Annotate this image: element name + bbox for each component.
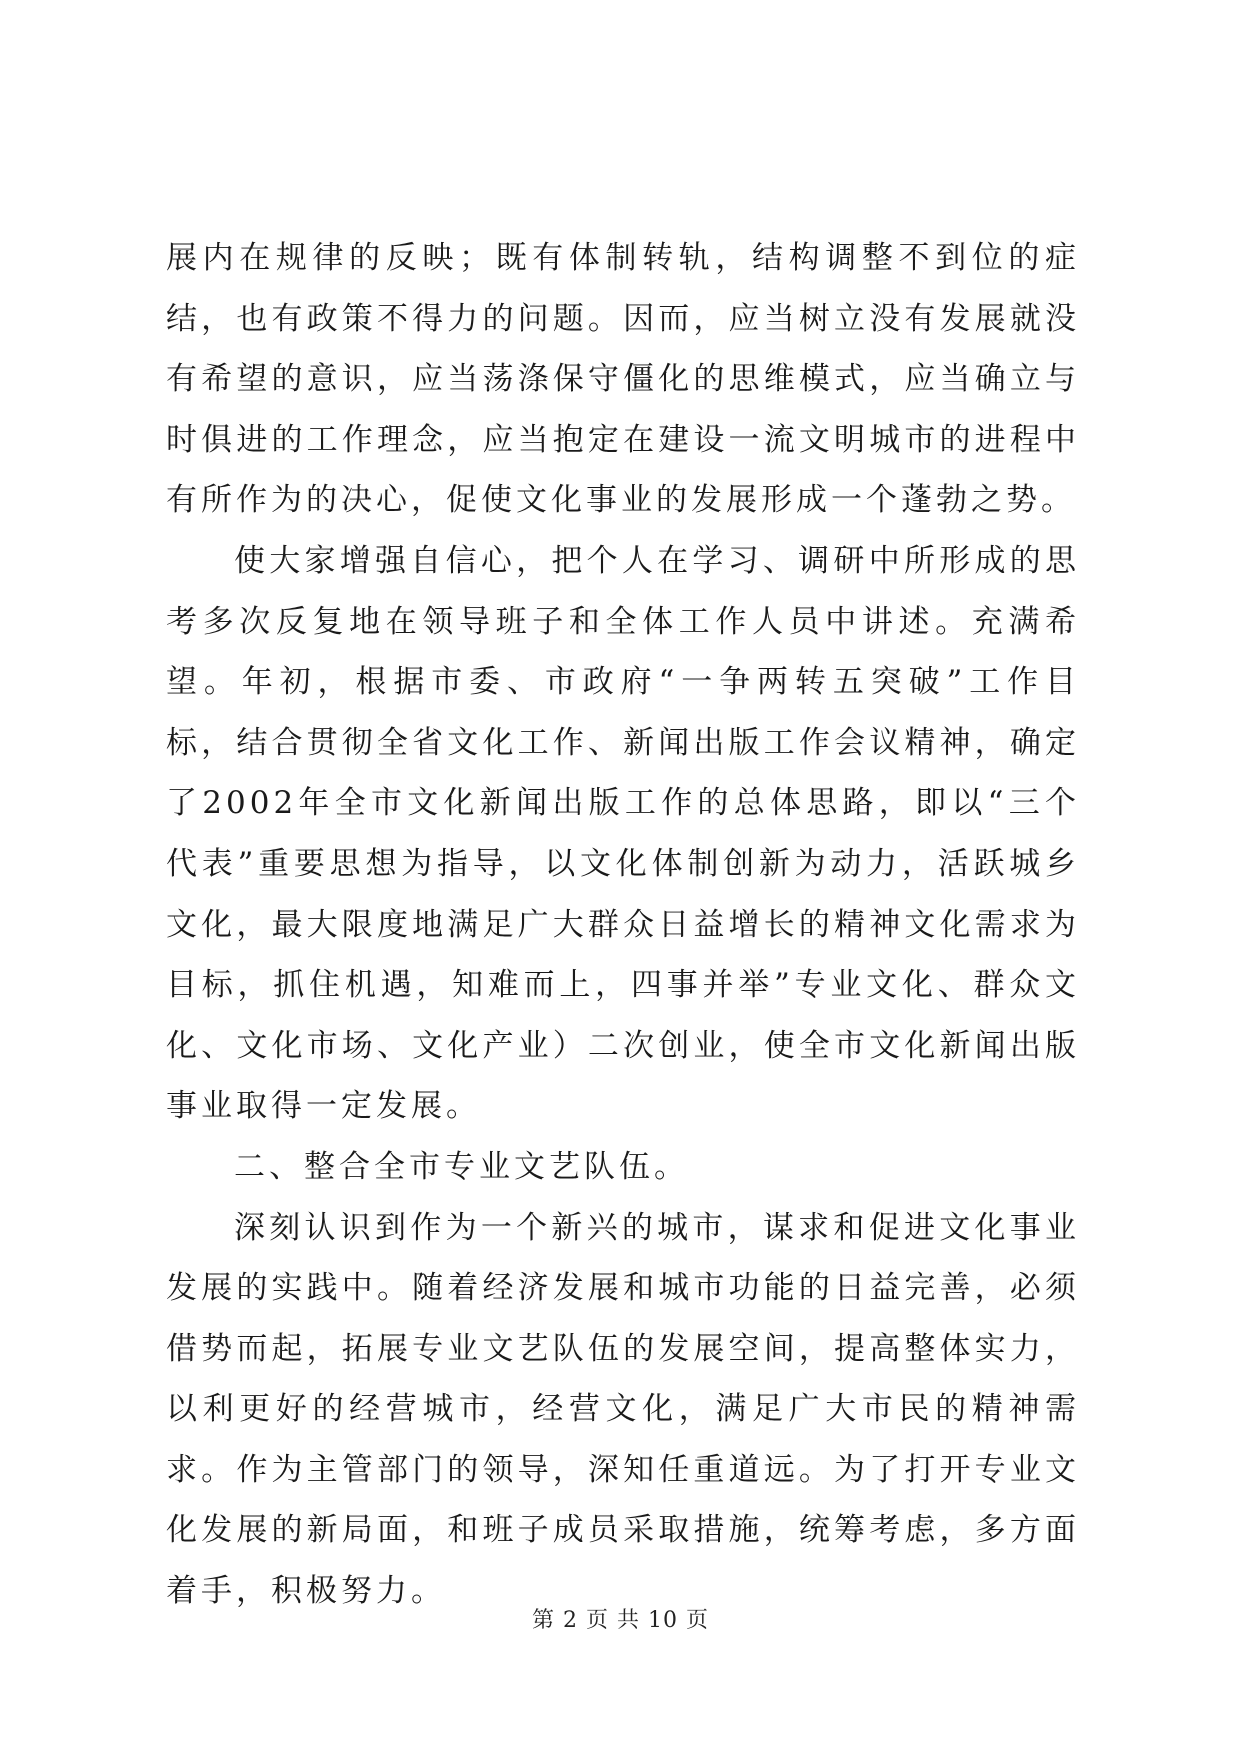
paragraph-2: 使大家增强自信心，把个人在学习、调研中所形成的思考多次反复地在领导班子和全体工作人员中讲述。充满希望。年初，根据市委、市政府“一争两转五突破”工作目标，结合贯彻全省文化工作、新闻出版工作会议精神，确定了2002年全市文化新闻出版工作的总体思路，即以“三个代表”重要思想为指导，以文化体制创新为动力，活跃城乡文化，最大限度地满足广大群众日益增长的精神文化需求为目标，抓住机遇，知难而上，四事并举”专业文化、群众文化、文化市场、文化产业）二次创业，使全市文化新闻出版事业取得一定发展。 bbox=[166, 542, 1080, 1125]
page-footer: 第 2 页 共 10 页 bbox=[532, 1608, 709, 1633]
section-heading: 二、整合全市专业文艺队伍。 bbox=[234, 1148, 689, 1185]
paragraph-3: 深刻认识到作为一个新兴的城市，谋求和促进文化事业发展的实践中。随着经济发展和城市功能的日益完善，必须借势而起，拓展专业文艺队伍的发展空间，提高整体实力，以利更好的经营城市，经营文化，满足广大市民的精神需求。作为主管部门的领导，深知任重道远。为了打开专业文化发展的新局面，和班子成员采取措施，统筹考虑，多方面着手，积极努力。 bbox=[166, 1209, 1080, 1610]
document-body bbox=[166, 228, 1080, 1622]
paragraph-1: 展内在规律的反映；既有体制转轨，结构调整不到位的症结，也有政策不得力的问题。因而，应当树立没有发展就没有希望的意识，应当荡涤保守僵化的思维模式，应当确立与时俱进的工作理念，应当抱定在建设一流文明城市的进程中有所作为的决心，促使文化事业的发展形成一个蓬勃之势。 bbox=[166, 240, 1080, 519]
